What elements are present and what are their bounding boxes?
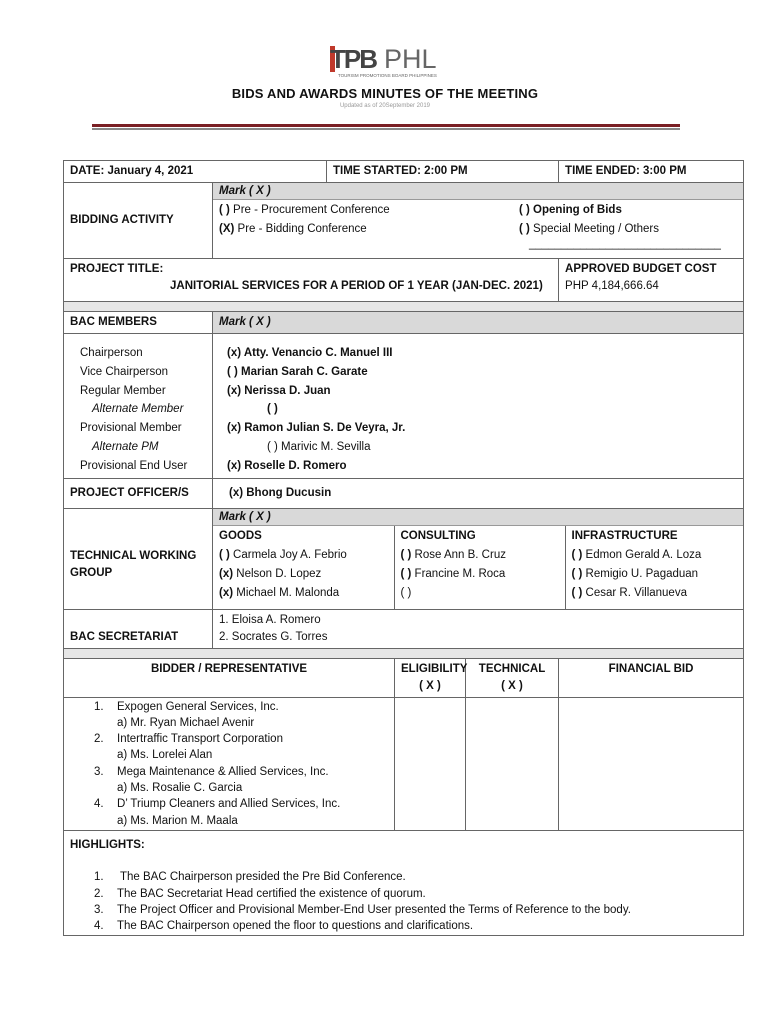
- member-alternate-pm: ( ) Marivic M. Sevilla: [267, 440, 371, 453]
- header-rule: [92, 124, 680, 127]
- secretariat-member: 2. Socrates G. Torres: [219, 630, 328, 643]
- bidder-item: 2. Intertraffic Transport Corporation: [94, 733, 283, 746]
- project-officer-label: PROJECT OFFICER/S: [64, 478, 213, 508]
- spacer: [64, 302, 744, 312]
- bidder-item: 4. D’ Triump Cleaners and Allied Services, Inc.: [94, 798, 341, 811]
- role-chairperson: Chairperson: [80, 347, 143, 359]
- twg-consulting: [394, 526, 565, 609]
- secretariat-members: [213, 609, 744, 648]
- option-pre-bidding: (X) Pre - Bidding Conference: [219, 223, 367, 235]
- highlights-row: [64, 830, 744, 935]
- project-title-label: PROJECT TITLE:: [70, 263, 164, 275]
- project-title-cell: [64, 259, 559, 302]
- goods-member: ( ) Carmela Joy A. Febrio: [219, 548, 347, 561]
- bidder-item: 3. Mega Maintenance & Allied Services, Inc.: [94, 765, 329, 778]
- header-rule-shadow: [92, 128, 680, 130]
- technical-header: TECHNICAL ( X ): [466, 658, 559, 697]
- bidding-activity-options: [213, 183, 744, 259]
- logo-tagline: TOURISM PROMOTIONS BOARD PHILIPPINES: [338, 73, 437, 78]
- highlight-item: 3. The Project Officer and Provisional Member-End User presented the Terms of Reference to the body.: [94, 903, 631, 916]
- bidders-header-row: [64, 658, 744, 697]
- role-provisional-end-user: Provisional End User: [80, 459, 188, 472]
- twg-row: [64, 508, 744, 609]
- member-end-user: (x) Roselle D. Romero: [227, 459, 347, 472]
- secretariat-label: BAC SECRETARIAT: [64, 609, 213, 648]
- financial-cell: [559, 697, 744, 830]
- member-provisional: (x) Ramon Julian S. De Veyra, Jr.: [227, 422, 406, 435]
- time-started-field: TIME STARTED: 2:00 PM: [327, 161, 559, 183]
- bidder-representative: a) Ms. Rosalie C. Garcia: [117, 782, 243, 795]
- highlights-label: HIGHLIGHTS:: [70, 838, 145, 851]
- abc-label: APPROVED BUDGET COST: [565, 263, 717, 275]
- eligibility-header: ELIGIBILITY ( X ): [395, 658, 466, 697]
- bidder-header: BIDDER / REPRESENTATIVE: [64, 658, 395, 697]
- member-vice-chairperson: ( ) Marian Sarah C. Garate: [227, 365, 368, 378]
- abc-value: PHP 4,184,666.64: [565, 280, 659, 292]
- document-title: BIDS AND AWARDS MINUTES OF THE MEETING: [231, 86, 539, 101]
- role-regular-member: Regular Member: [80, 384, 166, 397]
- updated-date: Updated as of 20September 2019: [339, 103, 431, 109]
- role-vice-chairperson: Vice Chairperson: [80, 365, 169, 378]
- bac-roles: [64, 334, 213, 479]
- infra-member: ( ) Edmon Gerald A. Loza: [571, 548, 702, 561]
- spacer: [64, 648, 744, 658]
- consulting-member: ( ): [400, 586, 412, 599]
- financial-header: FINANCIAL BID: [559, 658, 744, 697]
- tpb-logo: [328, 44, 452, 82]
- highlights-cell: [64, 830, 744, 935]
- option-pre-procurement: ( ) Pre - Procurement Conference: [219, 204, 390, 216]
- bidder-item: 1. Expogen General Services, Inc.: [94, 700, 279, 713]
- bac-member-names: [213, 334, 744, 479]
- highlight-item: 1. The BAC Chairperson presided the Pre Bid Conference.: [94, 871, 406, 884]
- minutes-form: [63, 160, 744, 936]
- technical-cell: [466, 697, 559, 830]
- bac-mark-label: Mark ( X ): [213, 312, 744, 334]
- bidder-representative: a) Mr. Ryan Michael Avenir: [117, 716, 255, 729]
- logo-phl: PHL: [384, 44, 437, 74]
- bidders-list: [64, 697, 395, 830]
- bidder-representative: a) Ms. Lorelei Alan: [117, 749, 213, 762]
- twg-cell: [213, 508, 744, 609]
- role-alternate-pm: Alternate PM: [92, 440, 159, 453]
- bidder-representative: a) Ms. Marion M. Maala: [117, 814, 238, 827]
- infra-member: ( ) Remigio U. Pagaduan: [571, 567, 699, 580]
- project-officer-value: (x) Bhong Ducusin: [213, 478, 744, 508]
- twg-mark-label: Mark ( X ): [213, 509, 743, 526]
- bac-members-label: BAC MEMBERS: [64, 312, 213, 334]
- option-opening-of-bids: ( ) Opening of Bids: [519, 204, 622, 216]
- option-special-meeting: ( ) Special Meeting / Others: [519, 223, 659, 235]
- member-alternate: ( ): [267, 403, 278, 416]
- bidding-activity-row: [64, 183, 744, 259]
- bac-members-row: [64, 334, 744, 479]
- consulting-header: CONSULTING: [400, 529, 476, 542]
- project-officer-row: [64, 478, 744, 508]
- logo-tpb: TPB: [330, 44, 376, 74]
- role-alternate-member: Alternate Member: [92, 403, 184, 416]
- time-ended-field: TIME ENDED: 3:00 PM: [559, 161, 744, 183]
- twg-label: TECHNICAL WORKING GROUP: [64, 508, 213, 609]
- highlight-item: 2. The BAC Secretariat Head certified the existence of quorum.: [94, 887, 426, 900]
- project-title-value: JANITORIAL SERVICES FOR A PERIOD OF 1 YEAR (JAN-DEC. 2021): [170, 280, 543, 292]
- mark-label: Mark ( X ): [213, 183, 743, 200]
- member-regular: (x) Nerissa D. Juan: [227, 384, 331, 397]
- infra-header: INFRASTRUCTURE: [571, 529, 678, 542]
- bac-header-row: [64, 312, 744, 334]
- goods-member: (x) Nelson D. Lopez: [219, 567, 322, 580]
- consulting-member: ( ) Rose Ann B. Cruz: [400, 548, 506, 561]
- goods-header: GOODS: [219, 529, 262, 542]
- eligibility-cell: [395, 697, 466, 830]
- others-blank-line: ______________________________: [529, 238, 721, 250]
- secretariat-member: 1. Eloisa A. Romero: [219, 613, 321, 626]
- project-row: [64, 259, 744, 302]
- role-provisional-member: Provisional Member: [80, 422, 182, 435]
- member-chairperson: (x) Atty. Venancio C. Manuel III: [227, 347, 393, 359]
- twg-goods: [213, 526, 394, 609]
- date-field: DATE: January 4, 2021: [64, 161, 327, 183]
- twg-infrastructure: [565, 526, 743, 609]
- twg-grid: [213, 526, 743, 609]
- abc-cell: [559, 259, 744, 302]
- bidders-list-row: [64, 697, 744, 830]
- date-row: [64, 161, 744, 183]
- bidding-activity-label: BIDDING ACTIVITY: [64, 183, 213, 259]
- highlight-item: 4. The BAC Chairperson opened the floor to questions and clarifications.: [94, 920, 474, 933]
- infra-member: ( ) Cesar R. Villanueva: [571, 586, 687, 599]
- secretariat-row: [64, 609, 744, 648]
- goods-member: (x) Michael M. Malonda: [219, 586, 340, 599]
- consulting-member: ( ) Francine M. Roca: [400, 567, 506, 580]
